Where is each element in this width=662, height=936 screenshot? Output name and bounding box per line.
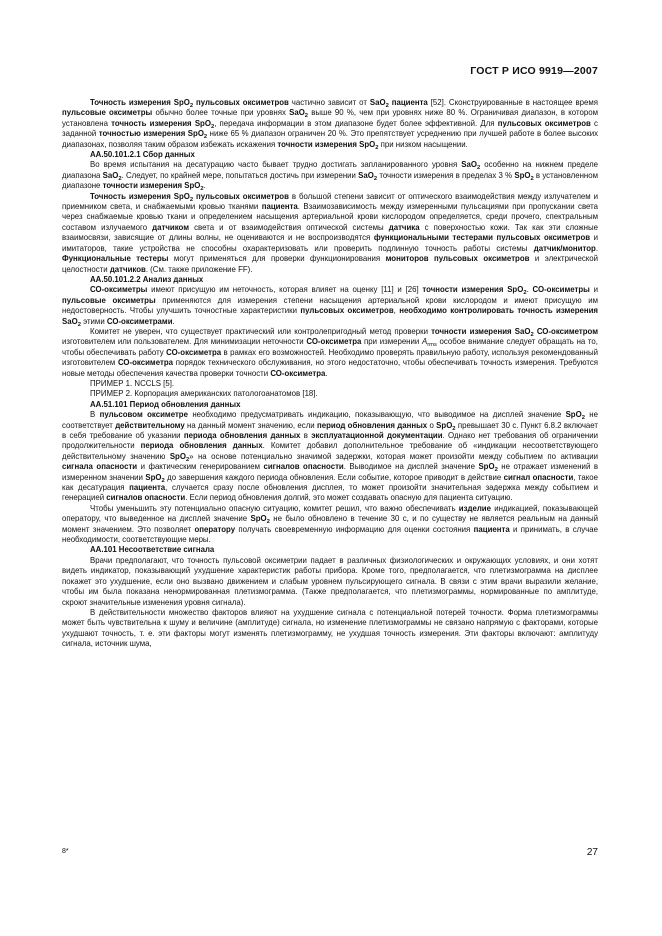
document-body: [62, 98, 598, 650]
section-heading: АА.50.101.2.1 Сбор данных: [90, 150, 195, 160]
section-heading: АА.51.101 Период обновления данных: [90, 399, 241, 409]
body-paragraph: Комитет не уверен, что существует практический или контролепригодный метод проверки точности измерения SaO$_2$ СО-оксиметром изготовителем или пользователем. Для минимизации неточности СО-оксиметра при измерении $A_{rms}$ особое внимание следует обращать на то, чтобы обеспечивать работу СО-оксиметра в рамках его возможностей. Необходимо проверять правильную работу, используя рекомендованный изготовителем СО-оксиметра порядок технического обслуживания, но этого недостаточно, чтобы обеспечивать точность измерения. Требуются новые методы обеспечения качества проверки точности СО-оксиметра.: [62, 326, 599, 378]
body-paragraph: В пульсовом оксиметре необходимо предусматривать индикацию, показывающую, что выводимое на дисплей значение SpO$_2$ не соответствует действительному на данный момент значению, если период обновления данных о SpO$_2$ превышает 30 с. Пункт 6.8.2 включает в себя требование об указании периода обновления данных в эксплуатационной документации. Однако нет требования об ограничении продолжительности периода обновления данных. Комитет добавил дополнительное требование об «индикации несоответствующего действительному значению SpO$_2$» на основе потенциально значимой задержки, которая может произойти между событием по активации сигнала опасности и фактическим генерированием сигналов опасности. Выводимое на дисплей значение SpO$_2$ не отражает изменений в измеренном значении SpO$_2$ до завершения каждого периода обновления. Если событие, которое приводит в действие сигнал опасности, такое как десатурация пациента, случается сразу после обновления дисплея, то может произойти значительная задержка между событием и генерацией сигналов опасности. Если период обновления долгий, это может создавать опасную для пациента ситуацию.: [62, 410, 599, 503]
section-heading: АА.101 Несоответствие сигнала: [90, 545, 215, 555]
body-paragraph: Чтобы уменьшить эту потенциально опасную ситуацию, комитет решил, что важно обеспечивать изделие индикацией, показывающей оператору, что выведенное на дисплей значение SpO$_2$ не было обновлено в течение 30 с, и по существу не является реальным на данный момент значением. Это позволяет оператору получать своевременную информацию для оценки состояния пациента и принимать, в случае необходимости, соответствующие меры.: [62, 503, 598, 545]
standard-header: ГОСТ Р ИСО 9919—2007: [470, 65, 598, 77]
body-paragraph: Во время испытания на десатурацию часто бывает трудно достигать запланированного уровня SaO$_2$ особенно на нижнем пределе диапазона SaO$_2$. Следует, по крайней мере, попытаться достичь при измерении SaO$_2$ точности измерения в пределах 3 % SpO$_2$ в установленном диапазоне точности измерения SpO$_2$.: [62, 160, 599, 193]
body-paragraph: Точность измерения SpO$_2$ пульсовых оксиметров частично зависит от SaO$_2$ пациента [52]. Сконструированные в настоящее время пульсовые оксиметры обычно более точные при уровнях SaO$_2$ выше 90 %, чем при уровнях ниже 80 %. Ограничивая диапазон, в котором установлена точность измерения SpO$_2$, передача информации в этом диапазоне будет более эффективной. Для пульсовых оксиметров с заданной точностью измерения SpO$_2$ ниже 65 % диапазон ограничен 20 %. Это препятствует усреднению при лучшей работе в более высоких диапазонах, позволяя таким образом избежать искажения точности измерения SpO$_2$ при низком насыщении.: [62, 98, 599, 151]
section-heading: АА.50.101.2.2 Анализ данных: [90, 274, 204, 284]
page-number: 27: [586, 847, 598, 858]
example-line: ПРИМЕР 1. NCCLS [5].: [90, 378, 175, 388]
signature-mark: 8*: [62, 848, 69, 855]
body-paragraph: СО-оксиметры имеют присущую им неточность, которая влияет на оценку [11] и [26] точности измерения SpO$_2$. СО-оксиметры и пульсовые оксиметры применяются для измерения степени насыщения артериальной крови кислородом и имеют присущую им недостоверность. Чтобы улучшить точностные характеристики пульсовых оксиметров, необходимо контролировать точность измерения SaO$_2$ этими СО-оксиметрами.: [62, 285, 599, 328]
body-paragraph: Точность измерения SpO$_2$ пульсовых оксиметров в большой степени зависит от оптического взаимодействия между излучателем и приемником света, и снабжаемыми кровью тканями пациента. Взаимозависимость между измеренными пульсациями при пропускании света через снабжаемые кровью ткани и определением насыщения артериальной крови кислородом определяется, среди прочего, спектральным составом излучаемого датчиком света и от взаимодействия оптической системы датчика с поверхностью кожи. Так как эти сложные взаимосвязи, зависящие от длины волны, не оцениваются и не воспроизводятся функциональными тестерами пульсовых оксиметров и имитаторов, такие устройства не способны охарактеризовать или проверить подлинную точность работы системы датчик/монитор. Функциональные тестеры могут применяться для проверки функционирования мониторов пульсовых оксиметров и электрической целостности датчиков. (См. также приложение FF).: [62, 191, 598, 274]
body-paragraph: Врачи предполагают, что точность пульсовой оксиметрии падает в различных физиологических и окружающих условиях, и они хотят видеть индикатор, показывающий ухудшение характеристик работы прибора. Кроме того, предполагается, что плетизмограмма на дисплее покажет это ухудшение, если оно вызвано движением и слабым уровнем пульсирующего сигнала. В связи с этим врачи выразили желание, чтобы им была показана ненормированная плетизмограмма. (Также предполагается, что плетизмограммы, нормированные по амплитуде, скроют значительные изменения уровня сигнала).: [62, 555, 598, 607]
example-line: ПРИМЕР 2. Корпорация американских патологоанатомов [18].: [90, 389, 318, 399]
body-paragraph: В действительности множество факторов влияют на ухудшение сигнала с потенциальной потерей точности. Форма плетизмограммы может быть чувствительна к шуму и величине (амплитуде) сигнала, но изменение плетизмограммы не связано напрямую с факторами, которые ухудшают точность, т. е. эти факторы могут изменять плетизмограмму, не ухудшая точность измерения. Эти факторы включают: амплитуду сигнала, источник шума,: [62, 607, 598, 649]
